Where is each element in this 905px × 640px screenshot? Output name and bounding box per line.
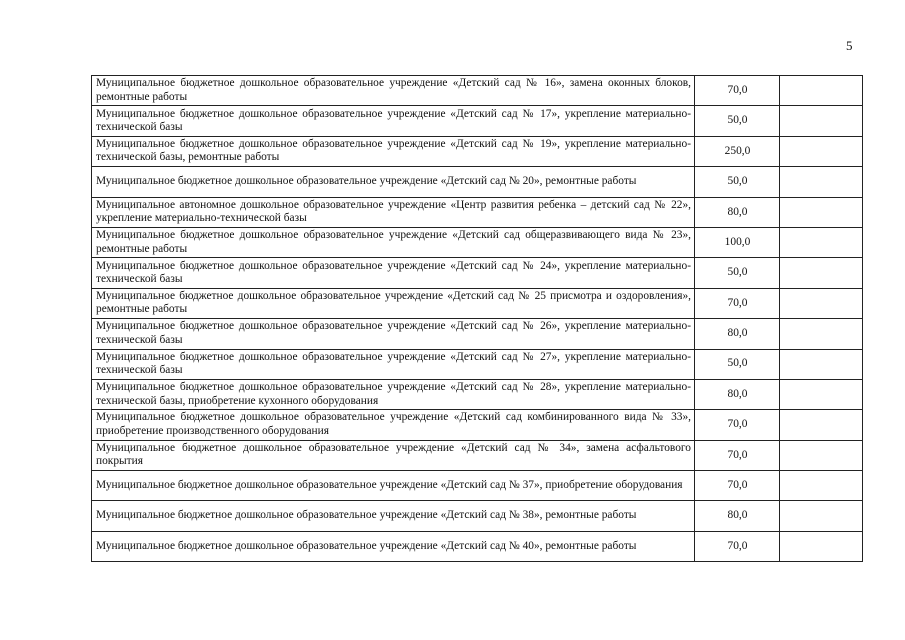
table-row <box>92 167 863 197</box>
institution-name-cell: Муниципальное бюджетное дошкольное образовательное учреждение «Детский сад № 40», ремонтные работы <box>92 531 695 561</box>
institution-name-cell: Муниципальное бюджетное дошкольное образовательное учреждение «Детский сад № 26», укрепление материально-технической базы <box>92 319 695 349</box>
institution-name-cell: Муниципальное бюджетное дошкольное образовательное учреждение «Детский сад общеразвивающего вида № 23», ремонтные работы <box>92 227 695 257</box>
page-number: 5 <box>846 38 853 53</box>
table-row <box>92 288 863 318</box>
amount-cell: 80,0 <box>695 379 780 409</box>
allocation-table <box>91 75 863 562</box>
table-row <box>92 76 863 106</box>
empty-cell <box>780 319 863 349</box>
table-row <box>92 501 863 531</box>
table-row <box>92 227 863 257</box>
empty-cell <box>780 531 863 561</box>
institution-name-cell: Муниципальное бюджетное дошкольное образовательное учреждение «Детский сад № 17», укрепление материально-технической базы <box>92 106 695 136</box>
institution-name-cell: Муниципальное бюджетное дошкольное образовательное учреждение «Детский сад № 25 присмотра и оздоровления», ремонтные работы <box>92 288 695 318</box>
empty-cell <box>780 227 863 257</box>
institution-name-cell: Муниципальное бюджетное дошкольное образовательное учреждение «Детский сад № 37», приобретение оборудования <box>92 471 695 501</box>
empty-cell <box>780 440 863 470</box>
empty-cell <box>780 288 863 318</box>
table-row <box>92 136 863 166</box>
table-row <box>92 106 863 136</box>
amount-cell: 80,0 <box>695 501 780 531</box>
empty-cell <box>780 258 863 288</box>
amount-cell: 50,0 <box>695 106 780 136</box>
institution-name-cell: Муниципальное автономное дошкольное образовательное учреждение «Центр развития ребенка – детский сад № 22», укрепление материально-технической базы <box>92 197 695 227</box>
empty-cell <box>780 197 863 227</box>
institution-name-cell: Муниципальное бюджетное дошкольное образовательное учреждение «Детский сад № 20», ремонтные работы <box>92 167 695 197</box>
amount-cell: 70,0 <box>695 288 780 318</box>
amount-cell: 50,0 <box>695 258 780 288</box>
institution-name-cell: Муниципальное бюджетное дошкольное образовательное учреждение «Детский сад № 24», укрепление материально-технической базы <box>92 258 695 288</box>
amount-cell: 70,0 <box>695 531 780 561</box>
empty-cell <box>780 501 863 531</box>
institution-name-cell: Муниципальное бюджетное дошкольное образовательное учреждение «Детский сад № 38», ремонтные работы <box>92 501 695 531</box>
institution-name-cell: Муниципальное бюджетное дошкольное образовательное учреждение «Детский сад № 27», укрепление материально-технической базы <box>92 349 695 379</box>
institution-name-cell: Муниципальное бюджетное дошкольное образовательное учреждение «Детский сад № 28», укрепление материально-технической базы, приобретение кухонного оборудования <box>92 379 695 409</box>
table-row <box>92 258 863 288</box>
amount-cell: 70,0 <box>695 440 780 470</box>
empty-cell <box>780 167 863 197</box>
institution-name-cell: Муниципальное бюджетное дошкольное образовательное учреждение «Детский сад № 19», укрепление материально-технической базы, ремонтные работы <box>92 136 695 166</box>
institution-name-cell: Муниципальное бюджетное дошкольное образовательное учреждение «Детский сад № 16», замена оконных блоков, ремонтные работы <box>92 76 695 106</box>
table-row <box>92 197 863 227</box>
empty-cell <box>780 76 863 106</box>
amount-cell: 70,0 <box>695 76 780 106</box>
empty-cell <box>780 106 863 136</box>
amount-cell: 80,0 <box>695 197 780 227</box>
amount-cell: 50,0 <box>695 349 780 379</box>
table-row <box>92 349 863 379</box>
table-row <box>92 440 863 470</box>
empty-cell <box>780 379 863 409</box>
amount-cell: 70,0 <box>695 410 780 440</box>
table-row <box>92 319 863 349</box>
table-row <box>92 471 863 501</box>
table-row <box>92 379 863 409</box>
amount-cell: 100,0 <box>695 227 780 257</box>
amount-cell: 70,0 <box>695 471 780 501</box>
amount-cell: 80,0 <box>695 319 780 349</box>
empty-cell <box>780 136 863 166</box>
empty-cell <box>780 349 863 379</box>
table-body <box>92 76 863 562</box>
table-row <box>92 531 863 561</box>
table-row <box>92 410 863 440</box>
amount-cell: 250,0 <box>695 136 780 166</box>
amount-cell: 50,0 <box>695 167 780 197</box>
empty-cell <box>780 410 863 440</box>
empty-cell <box>780 471 863 501</box>
institution-name-cell: Муниципальное бюджетное дошкольное образовательное учреждение «Детский сад комбинированного вида № 33», приобретение производственного оборудования <box>92 410 695 440</box>
institution-name-cell: Муниципальное бюджетное дошкольное образовательное учреждение «Детский сад № 34», замена асфальтового покрытия <box>92 440 695 470</box>
